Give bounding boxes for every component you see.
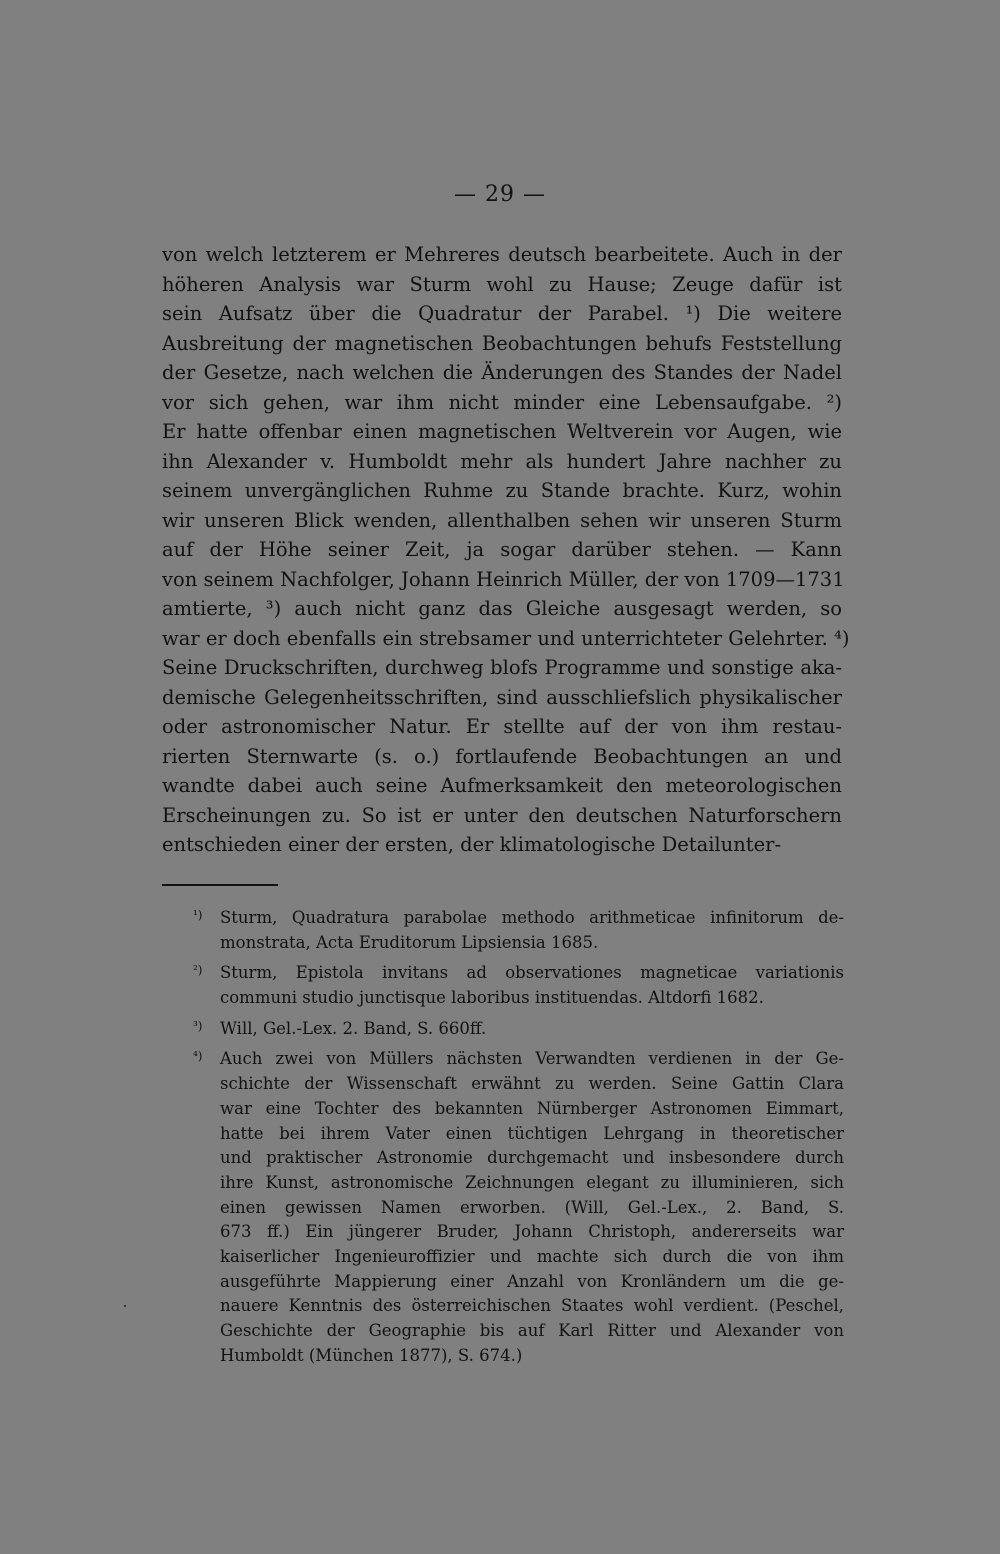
body-line: der Gesetze, nach welchen die Änderungen des Standes der Nadel (162, 361, 842, 384)
body-line: Seine Druckschriften, durchweg blofs Programme und sonstige aka- (162, 656, 842, 679)
footnote-line: und praktischer Astronomie durchgemacht und insbesondere durch (220, 1148, 844, 1168)
body-line: oder astronomischer Natur. Er stellte auf der von ihm restau- (162, 715, 842, 738)
footnote-line: ihre Kunst, astronomische Zeichnungen elegant zu illuminieren, sich (220, 1172, 844, 1192)
body-line: Er hatte offenbar einen magnetischen Weltverein vor Augen, wie (162, 420, 842, 443)
footnote-line: nauere Kenntnis des österreichischen Staates wohl verdient. (Peschel, (220, 1296, 844, 1316)
footnote-separator (162, 884, 278, 886)
body-line: war er doch ebenfalls ein strebsamer und unterrichteter Gelehrter. ⁴) (162, 626, 850, 650)
body-line: entschieden einer der ersten, der klimatologische Detailunter- (162, 833, 782, 856)
footnote-marker: ²) (193, 963, 203, 978)
footnote-line: hatte bei ihrem Vater einen tüchtigen Lehrgang in theoretischer (220, 1123, 844, 1143)
footnote-line: Sturm, Quadratura parabolae methodo arithmeticae infinitorum de- (220, 908, 844, 927)
footnote-line: war eine Tochter des bekannten Nürnberger Astronomen Eimmart, (220, 1098, 844, 1118)
footnote-4 (193, 1047, 844, 1368)
body-line: Erscheinungen zu. So ist er unter den deutschen Naturforschern (162, 803, 842, 827)
footnote-line: 673 ff.) Ein jüngerer Bruder, Johann Christoph, andererseits war (220, 1222, 844, 1242)
body-line: von welch letzterem er Mehreres deutsch bearbeitete. Auch in der (162, 243, 842, 266)
footnote-line: Humboldt (München 1877), S. 674.) (220, 1345, 523, 1365)
body-line: amtierte, ³) auch nicht ganz das Gleiche ausgesagt werden, so (162, 597, 842, 620)
footnote-line: einen gewissen Namen erworben. (Will, Gel.-Lex., 2. Band, S. (220, 1197, 844, 1217)
footnotes (193, 906, 844, 1374)
footnote-marker: ⁴) (193, 1049, 203, 1064)
body-line: wandte dabei auch seine Aufmerksamkeit den meteorologischen (162, 774, 842, 797)
body-line: auf der Höhe seiner Zeit, ja sogar darüber stehen. — Kann (162, 538, 842, 561)
body-line: seinem unvergänglichen Ruhme zu Stande brachte. Kurz, wohin (162, 479, 842, 502)
footnote-line: schichte der Wissenschaft erwähnt zu werden. Seine Gattin Clara (220, 1074, 844, 1094)
body-text (162, 240, 850, 860)
body-line: von seinem Nachfolger, Johann Heinrich Müller, der von 1709—1731 (162, 567, 845, 591)
footnote-line: communi studio junctisque laboribus instituendas. Altdorfi 1682. (220, 988, 764, 1008)
footnote-line: Will, Gel.-Lex. 2. Band, S. 660ff. (220, 1018, 487, 1038)
footnote-line: Geschichte der Geographie bis auf Karl Ritter und Alexander von (220, 1321, 844, 1340)
footnote-line: monstrata, Acta Eruditorum Lipsiensia 1685. (220, 932, 599, 952)
body-line: höheren Analysis war Sturm wohl zu Hause; Zeuge dafür ist (162, 272, 842, 296)
body-line: demische Gelegenheitsschriften, sind ausschliefslich physikalischer (162, 685, 842, 709)
footnote-marker: ³) (193, 1018, 203, 1033)
body-line: wir unseren Blick wenden, allenthalben sehen wir unseren Sturm (162, 508, 842, 532)
body-line: vor sich gehen, war ihm nicht minder eine Lebensaufgabe. ²) (162, 390, 842, 414)
footnote-line: ausgeführte Mappierung einer Anzahl von Kronländern um die ge- (220, 1271, 844, 1291)
footnote-1 (193, 906, 844, 955)
body-line: sein Aufsatz über die Quadratur der Parabel. ¹) Die weitere (162, 302, 842, 325)
footnote-marker: ¹) (193, 908, 203, 922)
body-line: ihn Alexander v. Humboldt mehr als hundert Jahre nachher zu (162, 449, 842, 473)
scan-speck (124, 1305, 126, 1307)
footnote-line: Auch zwei von Müllers nächsten Verwandten verdienen in der Ge- (220, 1049, 844, 1069)
footnote-line: Sturm, Epistola invitans ad observationes magneticae variationis (220, 963, 844, 983)
body-line: rierten Sternwarte (s. o.) fortlaufende Beobachtungen an und (162, 744, 842, 768)
footnote-line: kaiserlicher Ingenieuroffizier und machte sich durch die von ihm (220, 1246, 844, 1266)
footnote-3 (193, 1017, 844, 1042)
page-number: — 29 — (454, 182, 546, 207)
footnote-2 (193, 961, 844, 1010)
body-line: Ausbreitung der magnetischen Beobachtungen behufs Feststellung (162, 331, 842, 355)
